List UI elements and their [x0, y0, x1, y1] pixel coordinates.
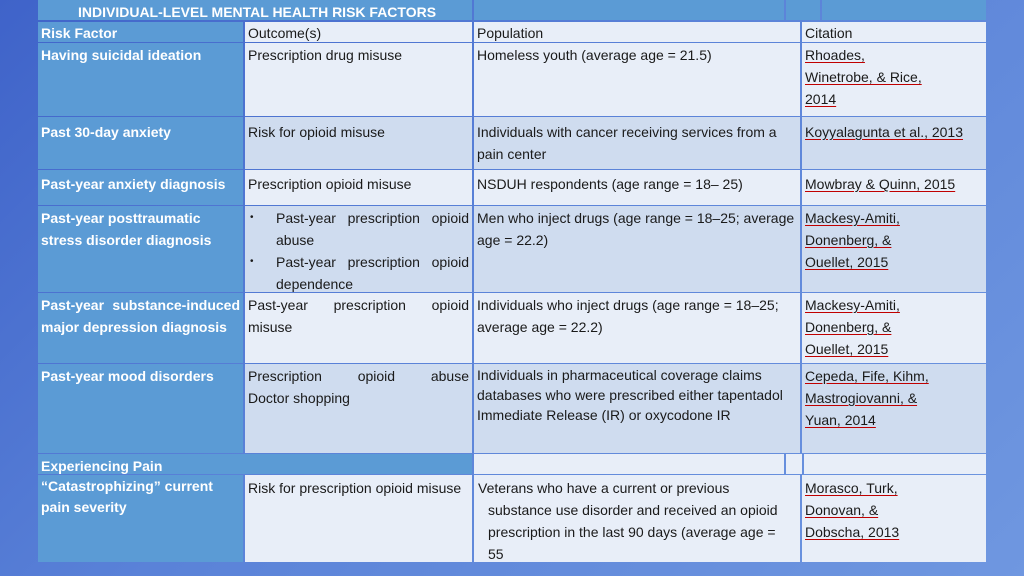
outcome-line: Prescription opioid abuse — [248, 368, 469, 384]
header-population: Population — [474, 22, 800, 42]
citation-line[interactable]: Dobscha, 2013 — [805, 524, 900, 540]
row3-risk: Past-year anxiety diagnosis — [38, 170, 243, 205]
row4-citation[interactable] — [802, 206, 986, 292]
row7-citation[interactable] — [802, 475, 986, 562]
citation-line[interactable]: Yuan, 2014 — [805, 412, 876, 428]
citation-line[interactable]: 2014 — [805, 91, 837, 107]
row6-citation[interactable] — [802, 364, 986, 453]
row6-outcome — [245, 364, 472, 453]
row1-population: Homeless youth (average age = 21.5) — [474, 43, 800, 116]
header-outcome: Outcome(s) — [245, 22, 472, 42]
row1-citation[interactable] — [802, 43, 986, 116]
citation-line[interactable]: Mackesy-Amiti, — [805, 297, 900, 313]
citation-line[interactable]: Mackesy-Amiti, — [805, 210, 900, 226]
outcome-item: • Past-year prescription opioid abuse — [276, 207, 469, 251]
table-title: INDIVIDUAL-LEVEL MENTAL HEALTH RISK FACTORS — [38, 0, 472, 20]
row6-population: Individuals in pharmaceutical coverage claims databases who were prescribed either tapentadol Immediate Release (IR) or oxycodone IR — [474, 364, 800, 453]
row2-outcome: Risk for opioid misuse — [245, 117, 472, 169]
row5-outcome: Past-year prescription opioid misuse — [245, 293, 472, 363]
title-row-blank — [786, 0, 820, 20]
section-row-blank — [786, 454, 802, 474]
citation-line[interactable]: Rhoades, — [805, 47, 865, 63]
citation-line[interactable]: Ouellet, 2015 — [805, 341, 889, 357]
row1-outcome: Prescription drug misuse — [245, 43, 472, 116]
row2-risk: Past 30-day anxiety — [38, 117, 243, 169]
row6-risk: Past-year mood disorders — [38, 364, 243, 453]
citation-line[interactable]: Cepeda, Fife, Kihm, — [805, 368, 929, 384]
title-row-blank — [474, 0, 784, 20]
row7-outcome: Risk for prescription opioid misuse — [245, 475, 472, 562]
row3-population: NSDUH respondents (age range = 18– 25) — [474, 170, 800, 205]
citation-line[interactable]: Winetrobe, & Rice, — [805, 69, 922, 85]
section-row-blank — [474, 454, 784, 474]
row5-citation[interactable] — [802, 293, 986, 363]
risk-factors-table — [38, 0, 986, 562]
row4-risk: Past-year posttraumatic stress disorder diagnosis — [38, 206, 243, 292]
citation-line[interactable]: Koyyalagunta et al., 2013 — [805, 124, 964, 140]
citation-line[interactable]: Mastrogiovanni, & — [805, 390, 918, 406]
citation-line[interactable]: Ouellet, 2015 — [805, 254, 889, 270]
row7-population: Veterans who have a current or previous substance use disorder and received an opioid prescription in the last 90 days (average age = 55 — [474, 475, 800, 562]
row5-population: Individuals who inject drugs (age range = 18–25; average age = 22.2) — [474, 293, 800, 363]
row2-citation[interactable] — [802, 117, 986, 169]
citation-line[interactable]: Donovan, & — [805, 502, 879, 518]
row4-outcome — [245, 206, 472, 292]
row2-population: Individuals with cancer receiving services from a pain center — [474, 117, 800, 169]
outcome-line: Doctor shopping — [248, 390, 350, 406]
citation-line[interactable]: Morasco, Turk, — [805, 480, 898, 496]
row3-outcome: Prescription opioid misuse — [245, 170, 472, 205]
citation-line[interactable]: Donenberg, & — [805, 232, 892, 248]
citation-line[interactable]: Donenberg, & — [805, 319, 892, 335]
row4-population: Men who inject drugs (age range = 18–25; average age = 22.2) — [474, 206, 800, 292]
section-row-blank — [804, 454, 986, 474]
title-row-blank — [822, 0, 986, 20]
row7-risk: “Catastrophizing” current pain severity — [38, 475, 243, 562]
section-experiencing-pain: Experiencing Pain — [38, 454, 472, 474]
outcome-item: • Past-year prescription opioid dependence — [276, 251, 469, 292]
citation-line[interactable]: Mowbray & Quinn, 2015 — [805, 176, 956, 192]
row3-citation[interactable] — [802, 170, 986, 205]
row1-risk: Having suicidal ideation — [38, 43, 243, 116]
header-citation: Citation — [802, 22, 986, 42]
row5-risk: Past-year substance-induced major depression diagnosis — [38, 293, 243, 363]
header-risk-factor: Risk Factor — [38, 22, 243, 42]
